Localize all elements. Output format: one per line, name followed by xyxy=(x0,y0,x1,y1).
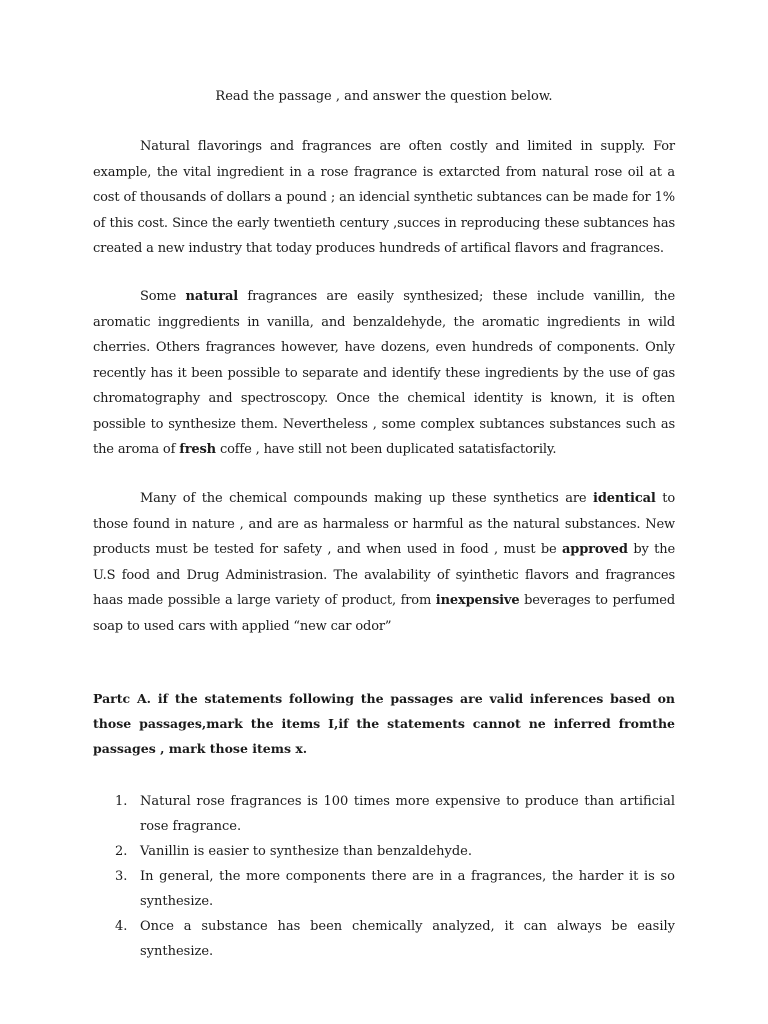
question-number: 3. xyxy=(115,869,128,884)
paragraph-text: fragrances are easily synthesized; these include vanillin, the aromatic inggredients in vanilla, and benzaldehyde, the aromatic ingredients in wild cherries. Others fragrances however, have dozens, even hundreds of components. Only recently has it been possible to separate and identify these ingredients by the use of gas chromatography and spectroscopy. Once the chemical identity is known, it is often possible to synthesize them. Nevertheless , some complex subtances substances such as the aroma of xyxy=(93,289,676,457)
emphasized-word: fresh xyxy=(179,442,216,457)
page-title: Read the passage , and answer the question below. xyxy=(215,89,553,104)
question-list xyxy=(93,789,675,964)
paragraph-2 xyxy=(93,284,675,463)
emphasized-word: inexpensive xyxy=(435,593,520,608)
paragraph-text: Natural flavorings and fragrances are often costly and limited in supply. For example, the vital ingredient in a rose fragrance is extarcted from natural rose oil at a cost of thousands of dollars a pound ; an idencial synthetic subtances can be made for 1% of this cost. Since the early twentieth century ,succes in reproducing these subtances has created a new industry that today produces hundreds of artifical flavors and fragrances. xyxy=(93,139,675,256)
paragraph-text: by the U.S food and Drug Administrasion. The avalability of syinthetic flavors and fragrances haas made possible a large variety of product, from xyxy=(93,542,675,608)
question-item xyxy=(93,839,675,864)
question-text: Natural rose fragrances is 100 times more expensive to produce than artificial rose fragrance. xyxy=(140,794,675,834)
question-number: 4. xyxy=(115,919,128,934)
question-item xyxy=(93,914,675,964)
question-number: 2. xyxy=(115,844,128,859)
emphasized-word: identical xyxy=(593,491,656,506)
question-text: Vanillin is easier to synthesize than benzaldehyde. xyxy=(140,844,472,859)
paragraph-text: Many of the chemical compounds making up these synthetics are xyxy=(140,491,594,506)
question-number: 1. xyxy=(115,794,128,809)
question-item xyxy=(93,789,675,839)
paragraph-text: beverages to perfumed soap to used cars with applied “new car odor” xyxy=(93,593,675,634)
question-text: In general, the more components there are in a fragrances, the harder it is so synthesize. xyxy=(140,869,675,909)
paragraph-text: Some xyxy=(140,289,186,304)
paragraph-3 xyxy=(93,486,675,639)
emphasized-word: approved xyxy=(562,542,628,557)
paragraph-text: to those found in nature , and are as harmaless or harmful as the natural substances. New products must be tested for safety , and when used in food , must be xyxy=(93,491,676,557)
paragraph-text: coffe , have still not been duplicated satatisfactorily. xyxy=(215,442,557,457)
part-a-instructions: Partc A. if the statements following the passages are valid inferences based on those passages,mark the items I,if the statements cannot ne inferred fromthe passages , mark those items x. xyxy=(93,691,675,756)
question-text: Once a substance has been chemically analyzed, it can always be easily synthesize. xyxy=(140,919,675,959)
emphasized-word: natural xyxy=(185,289,239,304)
question-item xyxy=(93,864,675,914)
paragraph-1 xyxy=(93,134,675,262)
